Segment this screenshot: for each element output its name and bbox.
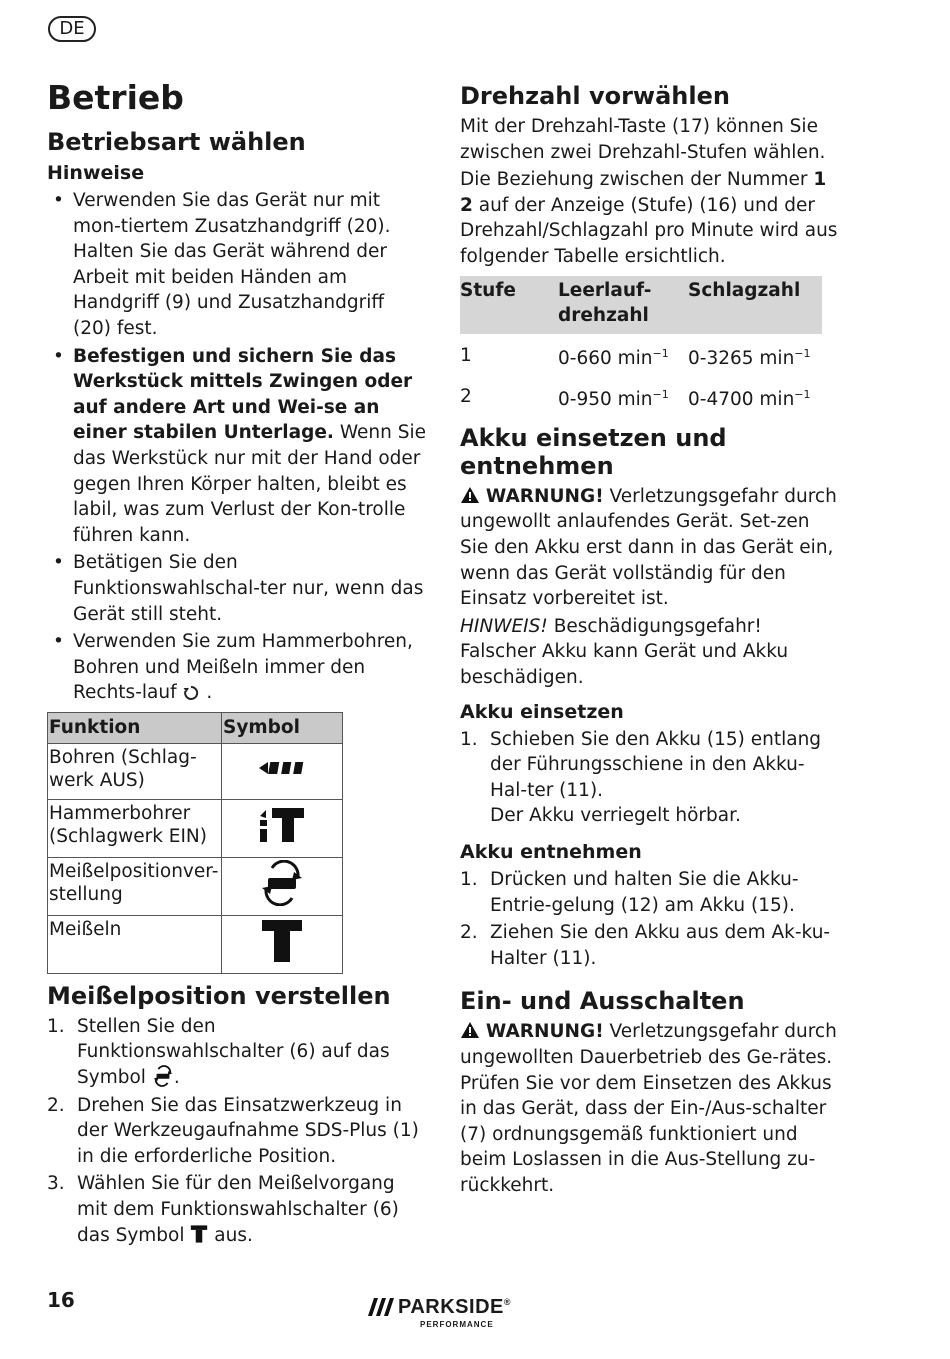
right-column [460, 78, 840, 1199]
list-item: 1. Drücken und halten Sie die Akku-Entrie-gelung (12) am Akku (15). [460, 869, 799, 916]
on-off-warning: WARNUNG! Verletzungsgefahr durch ungewollten Dauerbetrieb des Ge-rätes. Prüfen Sie vor dem Einsetzen des Akkus in das Gerät, dass der Ein-/Aus-schalter (7) ordnungsgemäß funktioniert und beim Loslassen in die Aus-Stellung zu-rückkehrt. [460, 1021, 837, 1196]
notes-heading: Hinweise [47, 162, 145, 184]
function-table [47, 712, 343, 974]
table-header: Leerlauf-drehzahl [558, 276, 688, 334]
warning-icon [460, 486, 480, 504]
battery-notice: HINWEIS! Beschädigungsgefahr! Falscher Akku kann Gerät und Akku beschädigen. [460, 615, 789, 689]
left-column [47, 78, 427, 1250]
chisel-icon [190, 1223, 208, 1245]
list-item: • Betätigen Sie den Funktionswahlschal-ter nur, wenn das Gerät still steht. [47, 550, 427, 627]
speed-paragraph-1: Mit der Drehzahl-Taste (17) können Sie zwischen zwei Drehzahl-Stufen wählen. [460, 116, 826, 163]
page-title: Betrieb [47, 78, 184, 117]
list-item: • Befestigen und sichern Sie das Werkstück mittels Zwingen oder auf andere Art und Wei-se an einer stabilen Unterlage. Wenn Sie das Werkstück nur mit der Hand oder gegen Ihren Körper halten, bleibt es labil, was zum Verlust der Kon-trolle führen kann. [47, 344, 427, 549]
list-item: 2. Ziehen Sie den Akku aus dem Ak-ku-Halter (11). [460, 922, 831, 969]
list-item: 1. Stellen Sie den Funktionswahlschalter (6) auf das Symbol . [47, 1015, 390, 1089]
drill-icon [257, 758, 307, 778]
section-heading-chisel-position: Meißelposition verstellen [47, 981, 391, 1010]
table-row: Bohren (Schlag-werk AUS) [48, 743, 343, 799]
list-item: 3. Wählen Sie für den Meißelvorgang mit dem Funktionswahlschalter (6) das Symbol aus. [47, 1173, 399, 1246]
section-heading-on-off: Ein- und Ausschalten [460, 987, 745, 1016]
insert-steps [460, 727, 840, 829]
table-header: Stufe [460, 276, 558, 334]
chisel-icon [260, 918, 304, 964]
chisel-position-icon [258, 860, 306, 906]
page-number: 16 [47, 1288, 75, 1312]
speed-table [460, 276, 822, 416]
section-heading-operating-mode: Betriebsart wählen [47, 128, 306, 156]
insert-battery-heading: Akku einsetzen [460, 700, 624, 723]
table-row: 1 0-660 $\min^{-1}$ 0-3265 $\min^{-1}$ [460, 345, 811, 369]
list-item: • Verwenden Sie das Gerät nur mit mon-tiertem Zusatzhandgriff (20). Halten Sie das Gerät während der Arbeit mit beiden Händen am Handgriff (9) und Zusatzhandgriff (20) fest. [47, 188, 427, 342]
warning-icon [460, 1021, 480, 1039]
list-item: • Verwenden Sie zum Hammerbohren, Bohren und Meißeln immer den Rechts-lauf . [47, 629, 427, 706]
section-heading-battery: Akku einsetzen und entnehmen [460, 423, 727, 480]
bold-warning-text: Befestigen und sichern Sie das Werkstück mittels Zwingen oder auf andere Art und Wei-se an einer stabilen Unterlage. [73, 345, 413, 444]
speed-paragraph-2: Die Beziehung zwischen der Nummer 1 2 auf der Anzeige (Stufe) (16) und der Drehzahl/Schlagzahl pro Minute wird aus folgender Tabelle ersichtlich. [460, 169, 838, 267]
remove-steps [460, 867, 840, 971]
table-row: Meißeln [48, 915, 343, 973]
list-item: 2. Drehen Sie das Einsatzwerkzeug in der Werkzeugaufnahme SDS-Plus (1) in die erforderliche Position. [47, 1094, 419, 1167]
logo-slashes-icon [368, 1298, 396, 1316]
clockwise-rotation-icon [182, 684, 200, 702]
chisel-position-icon [152, 1065, 174, 1087]
remove-battery-heading: Akku entnehmen [460, 841, 642, 863]
section-heading-speed: Drehzahl vorwählen [460, 82, 730, 110]
parkside-logo: PARKSIDE® PERFORMANCE [368, 1296, 518, 1334]
table-row: Hammerbohrer (Schlagwerk EIN) [48, 799, 343, 857]
table-row: 2 0-950 $\min^{-1}$ 0-4700 $\min^{-1}$ [460, 386, 811, 410]
language-badge: DE [48, 16, 96, 42]
notes-list [47, 188, 427, 706]
table-row: Meißelpositionver-stellung [48, 857, 343, 915]
list-item: 1. Schieben Sie den Akku (15) entlang der Führungsschiene in den Akku-Hal-ter (11). Der Akku verriegelt hörbar. [460, 728, 822, 827]
table-header: Funktion [48, 712, 222, 743]
table-header: Schlagzahl [688, 276, 822, 334]
chisel-steps [47, 1014, 427, 1248]
battery-warning: WARNUNG! Verletzungsgefahr durch ungewollt anlaufendes Gerät. Set-zen Sie den Akku erst dann in das Gerät ein, wenn das Gerät vollständig für den Einsatz vorbereitet ist. [460, 485, 837, 610]
table-header: Symbol [222, 712, 343, 743]
hammer-drill-icon [257, 806, 307, 844]
